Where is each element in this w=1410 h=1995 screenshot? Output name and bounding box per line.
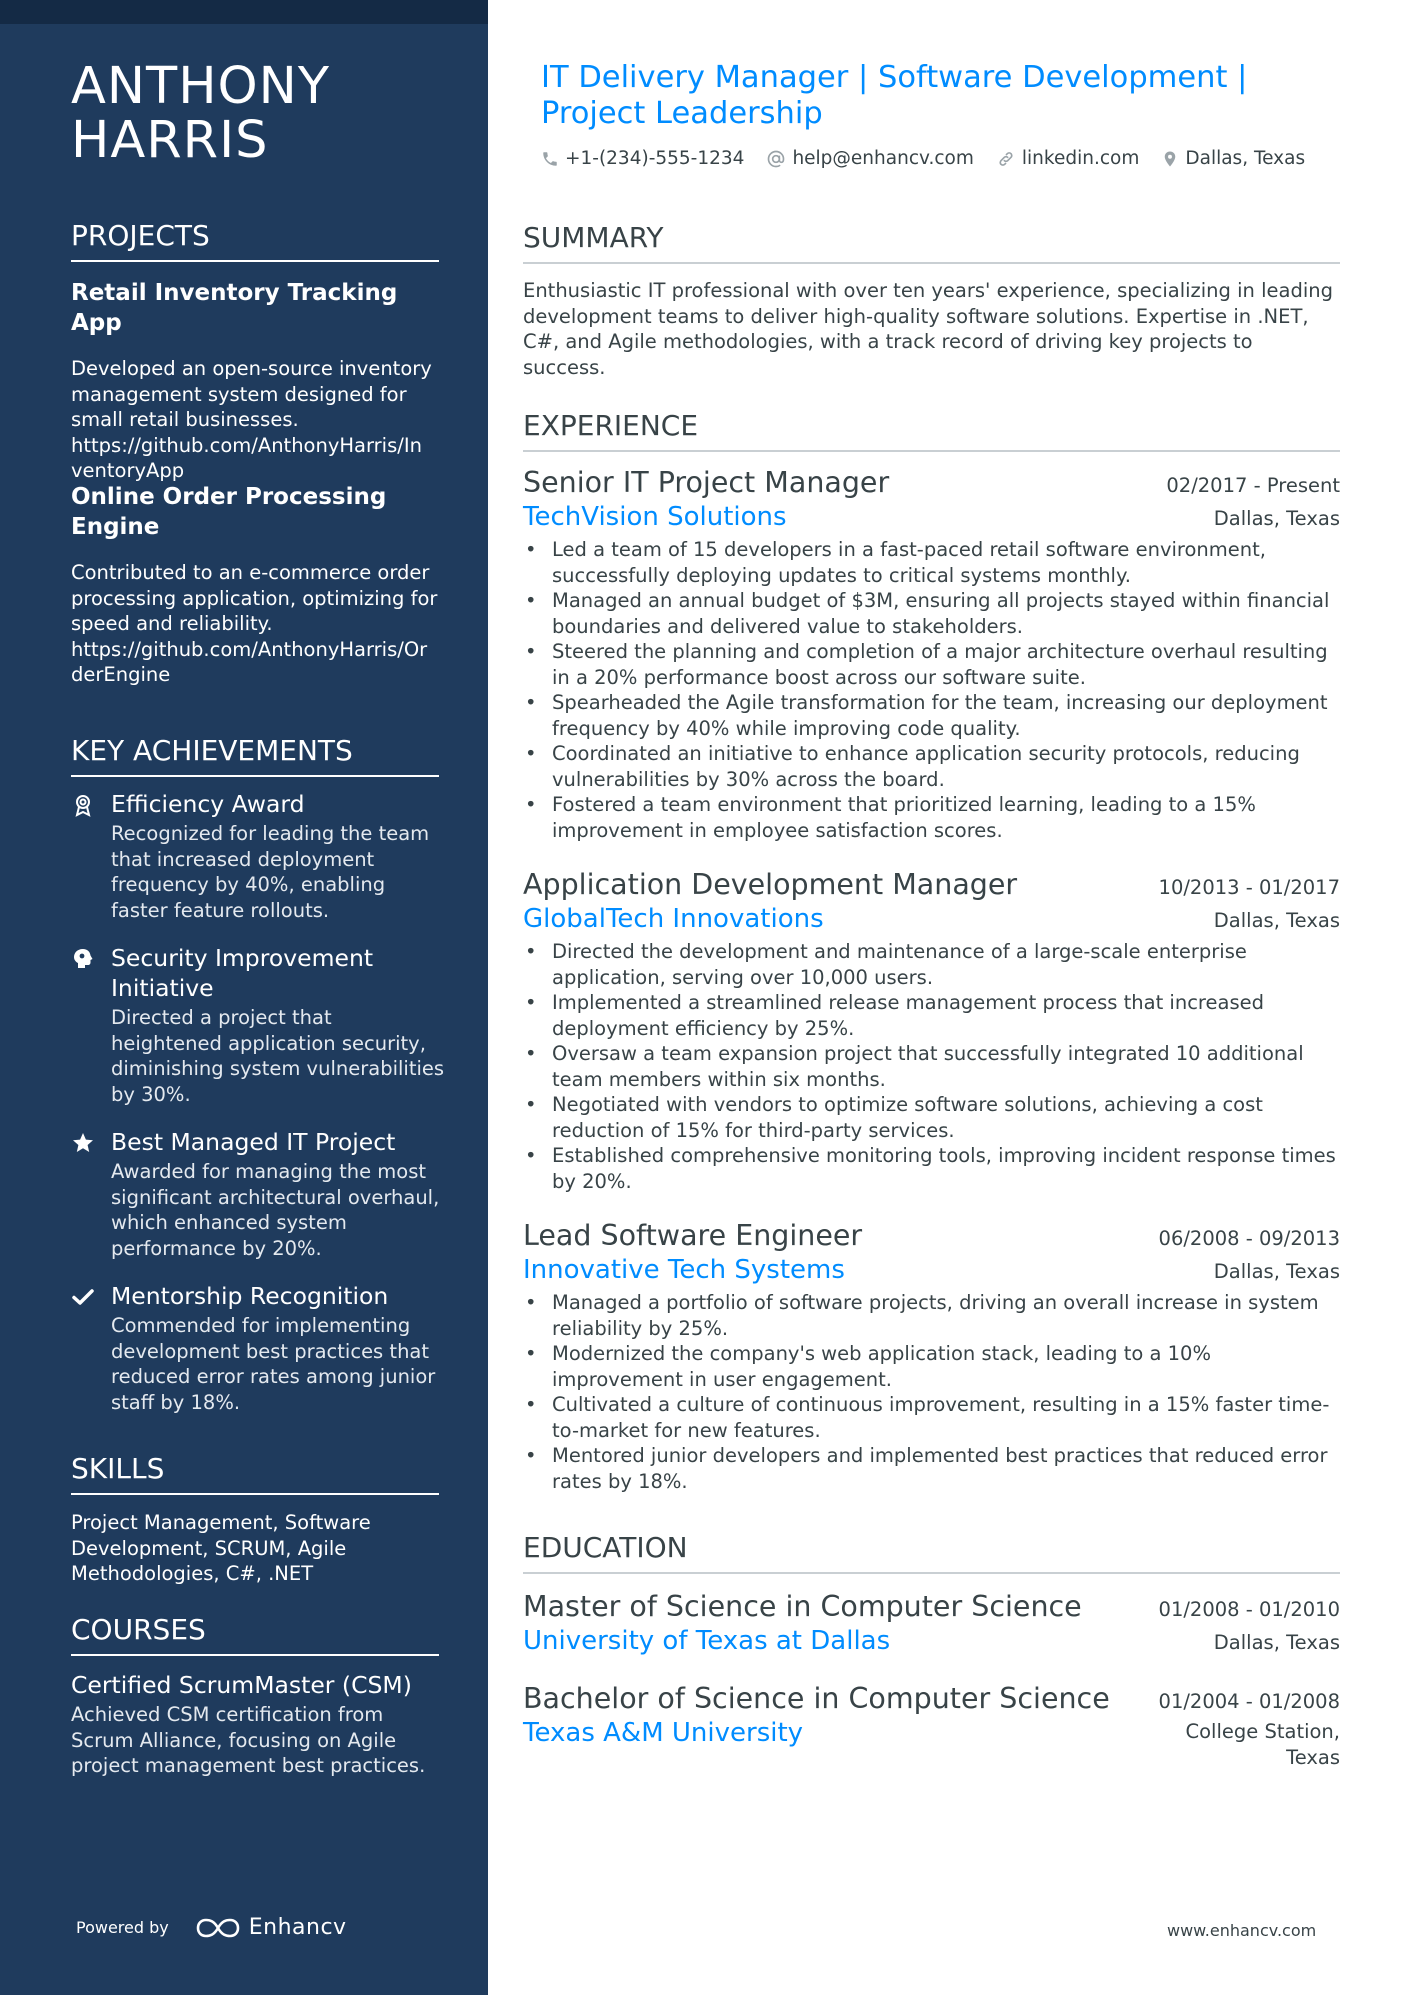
list-item: • Oversaw a team expansion project that successfully integrated 10 additional team members within six months.	[523, 1041, 1340, 1092]
sidebar-top-bar	[0, 0, 488, 24]
job-title: Senior IT Project Manager	[523, 466, 890, 499]
phone-icon	[541, 150, 559, 168]
last-name: HARRIS	[71, 111, 269, 170]
job-title: Application Development Manager	[523, 868, 1018, 901]
job-title: Lead Software Engineer	[523, 1219, 863, 1252]
enhancv-logo[interactable]	[195, 1915, 347, 1940]
list-item: • Implemented a streamlined release management process that increased deployment efficiency by 25%.	[523, 990, 1340, 1041]
degree-title: Bachelor of Science in Computer Science	[523, 1682, 1110, 1715]
education-dates: 01/2008 - 01/2010	[1158, 1598, 1340, 1621]
headline: IT Delivery Manager | Software Development | Project Leadership	[541, 60, 1248, 131]
project-title: Online Order Processing Engine	[71, 484, 387, 540]
course-item	[71, 1670, 446, 1779]
project-item	[71, 482, 446, 688]
brand-name: Enhancv	[248, 1915, 347, 1940]
achievement-item	[71, 1127, 446, 1261]
experience-entry	[523, 867, 1340, 1194]
list-item: • Cultivated a culture of continuous improvement, resulting in a 15% faster time-to-market for new features.	[523, 1392, 1340, 1443]
achievement-title: Security Improvement Initiative	[111, 944, 374, 1002]
job-location: Dallas, Texas	[1213, 1260, 1340, 1283]
list-item: • Managed a portfolio of software projects, driving an overall increase in system reliability by 25%.	[523, 1290, 1340, 1341]
job-bullets	[523, 939, 1340, 1194]
course-description: Achieved CSM certification from Scrum Alliance, focusing on Agile project management best practices.	[71, 1703, 426, 1777]
projects-heading: PROJECTS	[71, 218, 439, 262]
map-pin-icon	[1161, 149, 1179, 169]
first-name: ANTHONY	[71, 57, 330, 116]
company-name: Innovative Tech Systems	[523, 1255, 845, 1285]
job-location: Dallas, Texas	[1213, 507, 1340, 530]
list-item: • Directed the development and maintenance of a large-scale enterprise application, serving over 10,000 users.	[523, 939, 1340, 990]
achievement-description: Awarded for managing the most significant architectural overhaul, which enhanced system performance by 20%.	[111, 1160, 440, 1260]
project-item	[71, 278, 446, 484]
achievement-title: Mentorship Recognition	[111, 1282, 389, 1310]
company-name: GlobalTech Innovations	[523, 904, 824, 934]
project-description: Developed an open-source inventory management system designed for small retail businesses. https://github.com/AnthonyHarris/In ventoryApp	[71, 356, 446, 484]
course-title: Certified ScrumMaster (CSM)	[71, 1671, 412, 1699]
achievement-item	[71, 943, 446, 1107]
experience-entry	[523, 1218, 1340, 1494]
job-dates: 10/2013 - 01/2017	[1158, 876, 1340, 899]
education-heading: EDUCATION	[523, 1530, 1340, 1574]
summary-text: Enthusiastic IT professional with over ten years' experience, specializing in leading development teams to deliver high-quality software solutions. Expertise in .NET, C#, and Agile methodologies, with a track record of driving key projects to success.	[523, 279, 1333, 379]
infinity-icon	[195, 1917, 241, 1939]
at-icon	[766, 149, 786, 169]
education-dates: 01/2004 - 01/2008	[1158, 1690, 1340, 1713]
school-name: University of Texas at Dallas	[523, 1626, 891, 1656]
project-description: Contributed to an e-commerce order processing application, optimizing for speed and reliability. https://github.com/AnthonyHarris/Or derEngine	[71, 560, 446, 688]
list-item: • Spearheaded the Agile transformation for the team, increasing our deployment frequency by 40% while improving code quality.	[523, 690, 1340, 741]
achievement-title: Best Managed IT Project	[111, 1128, 396, 1156]
project-title: Retail Inventory Tracking App	[71, 280, 398, 336]
job-dates: 06/2008 - 09/2013	[1158, 1227, 1340, 1250]
list-item: • Mentored junior developers and implemented best practices that reduced error rates by 18%.	[523, 1443, 1340, 1494]
achievement-description: Recognized for leading the team that increased deployment frequency by 40%, enabling faster feature rollouts.	[111, 822, 430, 922]
achievement-description: Directed a project that heightened application security, diminishing system vulnerabilities by 30%.	[111, 1006, 445, 1106]
project-link[interactable]: https://github.com/AnthonyHarris/In	[71, 433, 422, 457]
job-bullets	[523, 1290, 1340, 1494]
list-item: • Coordinated an initiative to enhance application security protocols, reducing vulnerabilities by 30% across the board.	[523, 741, 1340, 792]
list-item: • Negotiated with vendors to optimize software solutions, achieving a cost reduction of 15% for third-party services.	[523, 1092, 1340, 1143]
education-location: Dallas, Texas	[1213, 1631, 1340, 1654]
contact-location: Dallas, Texas	[1161, 148, 1305, 169]
project-link-cont[interactable]: derEngine	[71, 663, 171, 686]
skills-heading: SKILLS	[71, 1451, 439, 1495]
candidate-name	[71, 57, 451, 170]
check-icon	[71, 1285, 95, 1309]
list-item: • Steered the planning and completion of a major architecture overhaul resulting in a 20% performance boost across our software suite.	[523, 639, 1340, 690]
company-name: TechVision Solutions	[523, 502, 787, 532]
experience-heading: EXPERIENCE	[523, 408, 1340, 452]
education-entry	[523, 1681, 1340, 1770]
education-entry	[523, 1589, 1340, 1657]
contact-bar	[541, 148, 1327, 169]
experience-entry	[523, 465, 1340, 843]
job-dates: 02/2017 - Present	[1166, 474, 1340, 497]
list-item: • Modernized the company's web application stack, leading to a 10% improvement in user engagement.	[523, 1341, 1340, 1392]
achievement-title: Efficiency Award	[111, 790, 305, 818]
achievements-heading: KEY ACHIEVEMENTS	[71, 733, 439, 777]
contact-linkedin[interactable]: linkedin.com	[996, 148, 1139, 169]
contact-email[interactable]: help@enhancv.com	[766, 148, 973, 169]
achievement-item	[71, 1281, 446, 1415]
link-icon	[996, 149, 1016, 169]
achievement-description: Commended for implementing development best practices that reduced error rates among junior staff by 18%.	[111, 1314, 436, 1414]
project-link-cont[interactable]: ventoryApp	[71, 459, 185, 482]
footer-url[interactable]: www.enhancv.com	[1167, 1921, 1317, 1940]
list-item: • Managed an annual budget of $3M, ensuring all projects stayed within financial boundaries and delivered value to stakeholders.	[523, 588, 1340, 639]
achievement-item	[71, 789, 446, 923]
degree-title: Master of Science in Computer Science	[523, 1590, 1082, 1623]
contact-phone[interactable]: +1-(234)-555-1234	[541, 148, 744, 169]
skills-list: Project Management, Software Development, SCRUM, Agile Methodologies, C#, .NET	[71, 1511, 371, 1585]
school-name: Texas A&M University	[523, 1718, 804, 1748]
sidebar	[0, 0, 488, 1995]
brain-icon	[71, 947, 95, 971]
job-bullets	[523, 537, 1340, 843]
powered-by-label: Powered by	[76, 1918, 169, 1937]
list-item: • Established comprehensive monitoring tools, improving incident response times by 20%.	[523, 1143, 1340, 1194]
star-icon	[71, 1131, 95, 1155]
summary-heading: SUMMARY	[523, 220, 1340, 264]
list-item: • Fostered a team environment that prioritized learning, leading to a 15% improvement in employee satisfaction scores.	[523, 792, 1340, 843]
powered-by	[76, 1915, 347, 1940]
job-location: Dallas, Texas	[1213, 909, 1340, 932]
list-item: • Led a team of 15 developers in a fast-paced retail software environment, successfully deploying updates to critical systems monthly.	[523, 537, 1340, 588]
courses-heading: COURSES	[71, 1612, 439, 1656]
award-icon	[71, 793, 95, 817]
project-link[interactable]: https://github.com/AnthonyHarris/Or	[71, 637, 428, 661]
education-location: College Station, Texas	[1185, 1720, 1340, 1769]
